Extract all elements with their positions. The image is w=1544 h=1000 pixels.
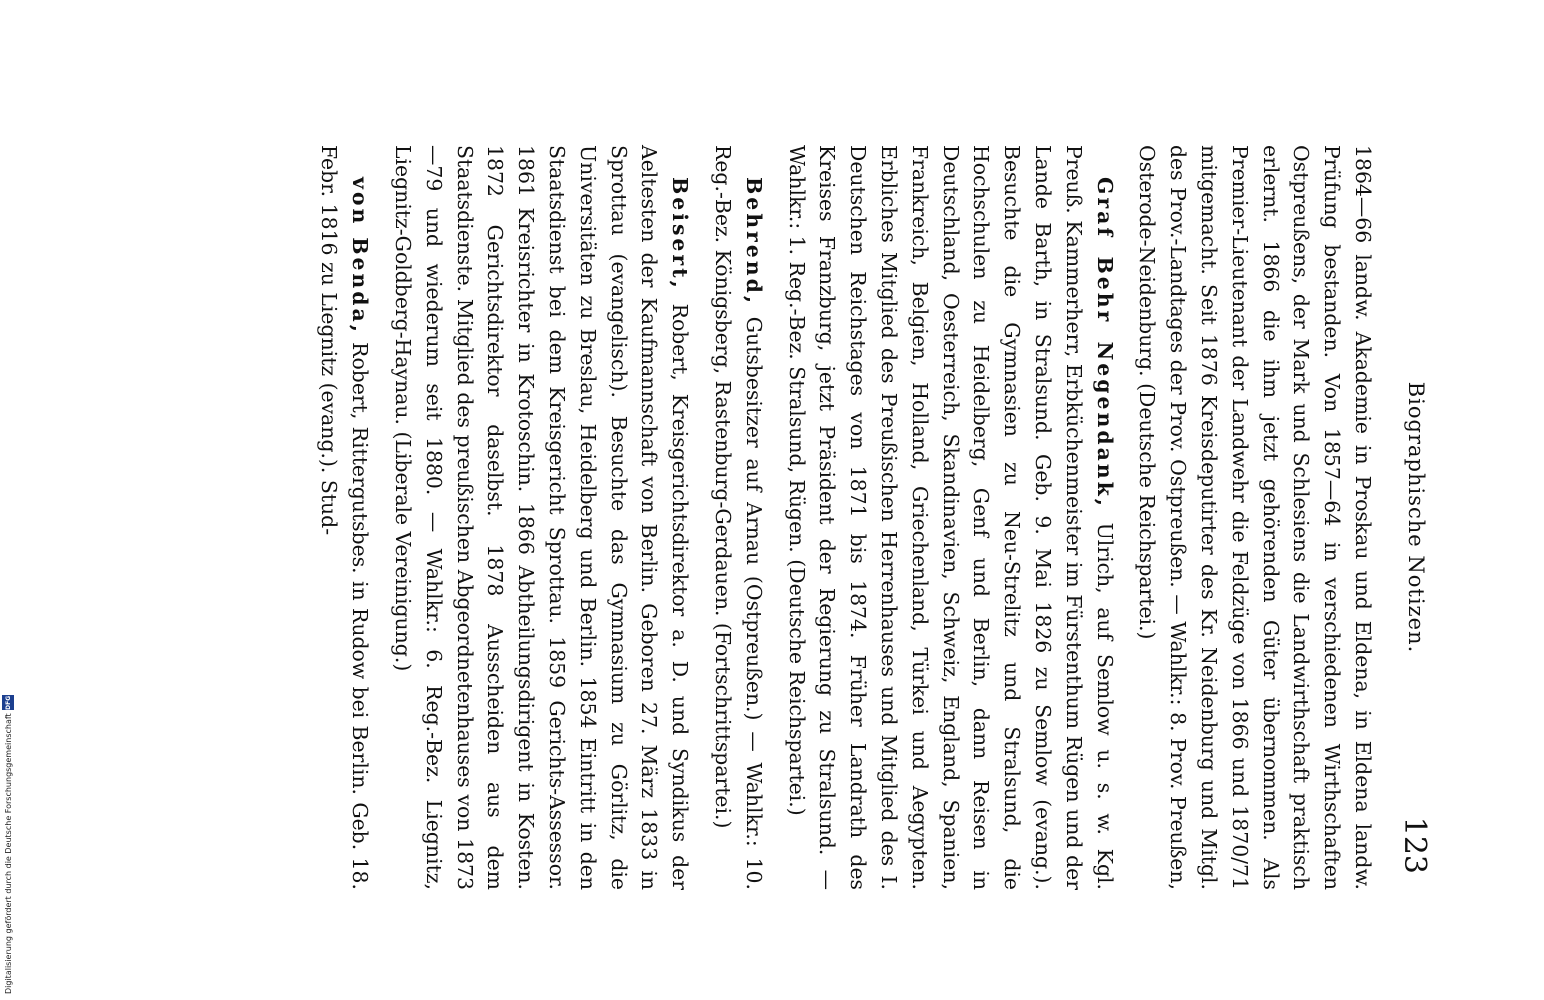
entry-text: Ulrich, auf Semlow u. s. w. Kgl. Preuß. Kammerherr, Erbküchenmeister im Fürstenthum Rügen und der Lande Barth, in Stralsund. Geb. 9. Mai 1826 zu Semlow (evang.). Besuchte die Gymnasien zu Neu-Strelitz und Stralsund, die Hochschulen zu Heidelberg, Genf und Berlin, dann Reisen in Deutschland, Oesterreich, Skandinavien, Schweiz, England, Spanien, Frankreich, Belgien, Holland, Griechenland, Türkei und Aegypten. Erbliches Mitglied des Preußischen Herrenhauses und Mitglied des I. Deutschen Reichstages von 1871 bis 1874. Früher Landrath des Kreises Franzburg, jetzt Präsident der Regierung zu Stralsund. — Wahlkr.: 1. Reg.-Bez. Stralsund, Rügen. (Deutsche Reichspartei.) [784,145,1117,890]
entry-text: 1864—66 landw. Akademie in Proskau und Eldena, in Eldena landw. Prüfung bestanden. Von 1857—64 in verschiedenen Wirthschaften Ostpreußens, der Mark und Schlesiens die Landwirthschaft praktisch erlernt. 1866 die ihm jetzt gehörenden Güter übernommen. Als Premier-Lieutenant der Landwehr die Feldzüge von 1866 und 1870/71 mitgemacht. Seit 1876 Kreisdeputirter des Kr. Neidenburg und Mitgl. des Prov.-Landtages der Prov. Ostpreußen. — Wahlkr.: 8. Prov. Preußen, Osterode-Neidenburg. (Deutsche Reichspartei.) [1135,145,1375,890]
entry-text: Robert, Rittergutsbes. in Rudow bei Berlin. Geb. 18. Febr. 1816 zu Liegnitz (evang.). Stud- [317,145,373,890]
running-title: Biographische Notizen. [1404,381,1428,654]
dfg-logo-icon: DFG [2,695,14,710]
entry-name: Behrend, [741,177,766,306]
entry-name: Beisert, [668,177,693,291]
page-number: 123 [1397,816,1432,874]
entry-von-benda [314,145,376,890]
digitization-credit [1,600,15,994]
entry-continued-text [1132,145,1378,890]
entry-behr-negendank [781,145,1120,890]
entry-text: Gutsbesitzer auf Arnau (Ostpreußen.) — Wahlkr.: 10. Reg.-Bez. Königsberg, Rastenburg-Gerdauen. (Fortschrittspartei.) [711,145,766,890]
entry-name: Graf Behr Negendank, [1092,177,1117,509]
page-header [1378,145,1430,890]
entry-text: Robert, Kreisgerichtsdirektor a. D. und Syndikus der Aeltesten der Kaufmannschaft von Berlin. Geboren 27. März 1833 in Sprottau (evangelisch). Besuchte das Gymnasium zu Görlitz, die Universitäten zu Breslau, Heidelberg und Berlin. 1854 Eintritt in den Staatsdienst bei dem Kreisgericht Sprottau. 1859 Gerichts-Assessor. 1861 Kreisrichter in Krotoschin. 1866 Abtheilungsdirigent in Kosten. 1872 Gerichtsdirektor daselbst. 1878 Ausscheiden aus dem Staatsdienste. Mitglied des preußischen Abgeordnetenhauses von 1873—79 und wiederum seit 1880. — Wahlkr.: 6. Reg.-Bez. Liegnitz, Liegnitz-Goldberg-Haynau. (Liberale Vereinigung.) [391,145,693,890]
entry-name: von Benda, [348,177,373,335]
entry-beisert [387,145,695,890]
credit-text: Digitalisierung gefördert durch die Deutsche Forschungsgemeinschaft [3,713,13,994]
book-page [150,145,1430,890]
entry-behrend [707,145,769,890]
